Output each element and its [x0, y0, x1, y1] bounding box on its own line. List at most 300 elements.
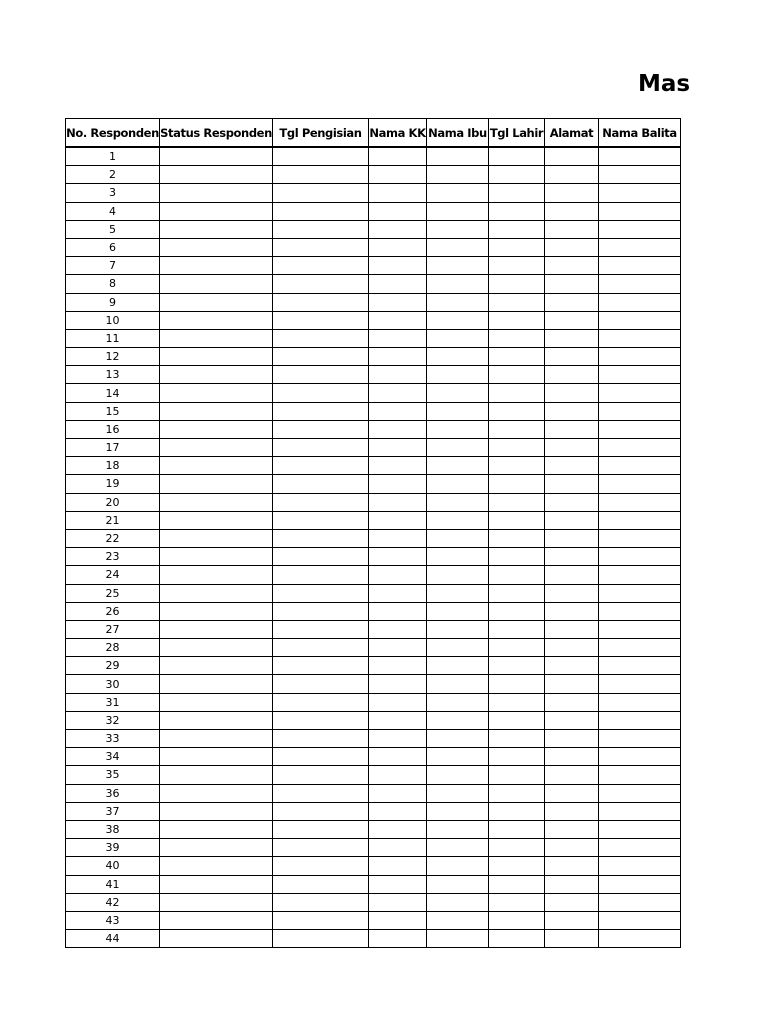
cell-tgl-pengisian[interactable] — [273, 784, 369, 802]
cell-tgl-lahir[interactable] — [489, 620, 545, 638]
cell-nama-balita[interactable] — [599, 730, 681, 748]
cell-nama-balita[interactable] — [599, 930, 681, 948]
cell-tgl-pengisian[interactable] — [273, 166, 369, 184]
cell-nama-kk[interactable] — [369, 166, 427, 184]
cell-alamat[interactable] — [545, 420, 599, 438]
cell-tgl-pengisian[interactable] — [273, 730, 369, 748]
cell-nama-balita[interactable] — [599, 548, 681, 566]
cell-tgl-pengisian[interactable] — [273, 857, 369, 875]
cell-tgl-lahir[interactable] — [489, 184, 545, 202]
cell-tgl-pengisian[interactable] — [273, 766, 369, 784]
cell-alamat[interactable] — [545, 675, 599, 693]
cell-nama-kk[interactable] — [369, 548, 427, 566]
cell-no-responden[interactable]: 35 — [66, 766, 160, 784]
cell-tgl-pengisian[interactable] — [273, 657, 369, 675]
cell-no-responden[interactable]: 9 — [66, 293, 160, 311]
cell-tgl-lahir[interactable] — [489, 439, 545, 457]
cell-nama-ibu[interactable] — [427, 439, 489, 457]
cell-nama-balita[interactable] — [599, 748, 681, 766]
cell-nama-balita[interactable] — [599, 875, 681, 893]
cell-tgl-lahir[interactable] — [489, 293, 545, 311]
cell-tgl-lahir[interactable] — [489, 420, 545, 438]
cell-tgl-pengisian[interactable] — [273, 348, 369, 366]
cell-nama-kk[interactable] — [369, 511, 427, 529]
cell-alamat[interactable] — [545, 402, 599, 420]
cell-tgl-pengisian[interactable] — [273, 802, 369, 820]
cell-no-responden[interactable]: 7 — [66, 257, 160, 275]
cell-alamat[interactable] — [545, 529, 599, 547]
cell-alamat[interactable] — [545, 275, 599, 293]
cell-nama-balita[interactable] — [599, 475, 681, 493]
cell-nama-ibu[interactable] — [427, 730, 489, 748]
cell-alamat[interactable] — [545, 602, 599, 620]
cell-no-responden[interactable]: 43 — [66, 911, 160, 929]
cell-tgl-lahir[interactable] — [489, 875, 545, 893]
cell-nama-ibu[interactable] — [427, 766, 489, 784]
cell-no-responden[interactable]: 25 — [66, 584, 160, 602]
cell-nama-balita[interactable] — [599, 657, 681, 675]
cell-nama-ibu[interactable] — [427, 930, 489, 948]
cell-nama-balita[interactable] — [599, 166, 681, 184]
cell-nama-kk[interactable] — [369, 493, 427, 511]
cell-alamat[interactable] — [545, 257, 599, 275]
cell-tgl-lahir[interactable] — [489, 348, 545, 366]
cell-tgl-pengisian[interactable] — [273, 439, 369, 457]
cell-nama-balita[interactable] — [599, 802, 681, 820]
cell-tgl-pengisian[interactable] — [273, 184, 369, 202]
cell-nama-balita[interactable] — [599, 439, 681, 457]
cell-nama-ibu[interactable] — [427, 202, 489, 220]
cell-status-responden[interactable] — [160, 238, 273, 256]
cell-nama-ibu[interactable] — [427, 875, 489, 893]
cell-no-responden[interactable]: 17 — [66, 439, 160, 457]
cell-tgl-pengisian[interactable] — [273, 402, 369, 420]
cell-no-responden[interactable]: 42 — [66, 893, 160, 911]
cell-tgl-pengisian[interactable] — [273, 220, 369, 238]
cell-no-responden[interactable]: 8 — [66, 275, 160, 293]
cell-nama-kk[interactable] — [369, 839, 427, 857]
cell-nama-balita[interactable] — [599, 384, 681, 402]
cell-nama-kk[interactable] — [369, 893, 427, 911]
cell-nama-kk[interactable] — [369, 802, 427, 820]
cell-alamat[interactable] — [545, 748, 599, 766]
cell-no-responden[interactable]: 34 — [66, 748, 160, 766]
cell-tgl-pengisian[interactable] — [273, 293, 369, 311]
cell-tgl-lahir[interactable] — [489, 693, 545, 711]
cell-alamat[interactable] — [545, 784, 599, 802]
cell-tgl-pengisian[interactable] — [273, 675, 369, 693]
cell-nama-ibu[interactable] — [427, 420, 489, 438]
cell-tgl-pengisian[interactable] — [273, 620, 369, 638]
cell-tgl-lahir[interactable] — [489, 839, 545, 857]
cell-nama-ibu[interactable] — [427, 511, 489, 529]
cell-alamat[interactable] — [545, 384, 599, 402]
cell-alamat[interactable] — [545, 457, 599, 475]
cell-nama-balita[interactable] — [599, 293, 681, 311]
cell-status-responden[interactable] — [160, 184, 273, 202]
cell-nama-balita[interactable] — [599, 184, 681, 202]
cell-nama-kk[interactable] — [369, 384, 427, 402]
cell-status-responden[interactable] — [160, 748, 273, 766]
cell-alamat[interactable] — [545, 857, 599, 875]
cell-tgl-pengisian[interactable] — [273, 202, 369, 220]
cell-alamat[interactable] — [545, 366, 599, 384]
cell-tgl-lahir[interactable] — [489, 257, 545, 275]
cell-nama-balita[interactable] — [599, 329, 681, 347]
cell-nama-kk[interactable] — [369, 766, 427, 784]
cell-tgl-lahir[interactable] — [489, 802, 545, 820]
cell-no-responden[interactable]: 22 — [66, 529, 160, 547]
cell-nama-ibu[interactable] — [427, 457, 489, 475]
cell-nama-ibu[interactable] — [427, 311, 489, 329]
cell-nama-kk[interactable] — [369, 693, 427, 711]
cell-nama-kk[interactable] — [369, 875, 427, 893]
cell-no-responden[interactable]: 14 — [66, 384, 160, 402]
header-alamat[interactable]: Alamat — [545, 119, 599, 148]
cell-tgl-pengisian[interactable] — [273, 511, 369, 529]
cell-status-responden[interactable] — [160, 166, 273, 184]
cell-alamat[interactable] — [545, 184, 599, 202]
cell-tgl-lahir[interactable] — [489, 930, 545, 948]
cell-nama-ibu[interactable] — [427, 293, 489, 311]
cell-nama-kk[interactable] — [369, 329, 427, 347]
cell-nama-kk[interactable] — [369, 220, 427, 238]
cell-nama-balita[interactable] — [599, 911, 681, 929]
header-status-responden[interactable]: Status Responden — [160, 119, 273, 148]
cell-tgl-pengisian[interactable] — [273, 839, 369, 857]
cell-alamat[interactable] — [545, 238, 599, 256]
cell-alamat[interactable] — [545, 657, 599, 675]
cell-tgl-pengisian[interactable] — [273, 147, 369, 166]
cell-status-responden[interactable] — [160, 675, 273, 693]
cell-status-responden[interactable] — [160, 311, 273, 329]
cell-tgl-lahir[interactable] — [489, 238, 545, 256]
cell-nama-ibu[interactable] — [427, 893, 489, 911]
cell-nama-kk[interactable] — [369, 420, 427, 438]
cell-no-responden[interactable]: 3 — [66, 184, 160, 202]
cell-nama-kk[interactable] — [369, 366, 427, 384]
cell-tgl-pengisian[interactable] — [273, 930, 369, 948]
cell-nama-ibu[interactable] — [427, 566, 489, 584]
cell-nama-ibu[interactable] — [427, 675, 489, 693]
cell-no-responden[interactable]: 33 — [66, 730, 160, 748]
cell-tgl-pengisian[interactable] — [273, 275, 369, 293]
cell-tgl-lahir[interactable] — [489, 657, 545, 675]
cell-tgl-lahir[interactable] — [489, 311, 545, 329]
cell-status-responden[interactable] — [160, 930, 273, 948]
cell-status-responden[interactable] — [160, 893, 273, 911]
cell-nama-ibu[interactable] — [427, 784, 489, 802]
cell-no-responden[interactable]: 32 — [66, 711, 160, 729]
cell-nama-kk[interactable] — [369, 639, 427, 657]
cell-nama-kk[interactable] — [369, 657, 427, 675]
header-tgl-pengisian[interactable]: Tgl Pengisian — [273, 119, 369, 148]
cell-status-responden[interactable] — [160, 657, 273, 675]
cell-status-responden[interactable] — [160, 639, 273, 657]
cell-alamat[interactable] — [545, 548, 599, 566]
cell-tgl-lahir[interactable] — [489, 820, 545, 838]
cell-nama-kk[interactable] — [369, 911, 427, 929]
cell-no-responden[interactable]: 16 — [66, 420, 160, 438]
cell-nama-balita[interactable] — [599, 766, 681, 784]
cell-status-responden[interactable] — [160, 329, 273, 347]
cell-status-responden[interactable] — [160, 511, 273, 529]
cell-alamat[interactable] — [545, 348, 599, 366]
cell-no-responden[interactable]: 23 — [66, 548, 160, 566]
cell-nama-ibu[interactable] — [427, 329, 489, 347]
cell-nama-ibu[interactable] — [427, 529, 489, 547]
cell-nama-ibu[interactable] — [427, 657, 489, 675]
cell-status-responden[interactable] — [160, 911, 273, 929]
cell-tgl-pengisian[interactable] — [273, 257, 369, 275]
cell-alamat[interactable] — [545, 147, 599, 166]
cell-alamat[interactable] — [545, 584, 599, 602]
cell-alamat[interactable] — [545, 202, 599, 220]
cell-nama-ibu[interactable] — [427, 257, 489, 275]
cell-nama-kk[interactable] — [369, 457, 427, 475]
cell-nama-balita[interactable] — [599, 693, 681, 711]
cell-nama-kk[interactable] — [369, 784, 427, 802]
cell-no-responden[interactable]: 39 — [66, 839, 160, 857]
cell-no-responden[interactable]: 27 — [66, 620, 160, 638]
cell-alamat[interactable] — [545, 839, 599, 857]
cell-no-responden[interactable]: 5 — [66, 220, 160, 238]
cell-no-responden[interactable]: 1 — [66, 147, 160, 166]
cell-nama-ibu[interactable] — [427, 857, 489, 875]
cell-status-responden[interactable] — [160, 620, 273, 638]
cell-tgl-lahir[interactable] — [489, 166, 545, 184]
cell-nama-kk[interactable] — [369, 311, 427, 329]
cell-tgl-lahir[interactable] — [489, 711, 545, 729]
cell-nama-ibu[interactable] — [427, 275, 489, 293]
cell-nama-balita[interactable] — [599, 348, 681, 366]
cell-status-responden[interactable] — [160, 493, 273, 511]
cell-nama-balita[interactable] — [599, 784, 681, 802]
cell-nama-kk[interactable] — [369, 857, 427, 875]
cell-status-responden[interactable] — [160, 457, 273, 475]
cell-tgl-lahir[interactable] — [489, 602, 545, 620]
cell-no-responden[interactable]: 15 — [66, 402, 160, 420]
cell-tgl-pengisian[interactable] — [273, 911, 369, 929]
cell-tgl-lahir[interactable] — [489, 384, 545, 402]
header-nama-balita[interactable]: Nama Balita — [599, 119, 681, 148]
cell-nama-balita[interactable] — [599, 639, 681, 657]
cell-status-responden[interactable] — [160, 293, 273, 311]
cell-no-responden[interactable]: 38 — [66, 820, 160, 838]
cell-tgl-pengisian[interactable] — [273, 529, 369, 547]
header-nama-kk[interactable]: Nama KK — [369, 119, 427, 148]
cell-tgl-pengisian[interactable] — [273, 602, 369, 620]
cell-nama-kk[interactable] — [369, 566, 427, 584]
cell-alamat[interactable] — [545, 820, 599, 838]
cell-status-responden[interactable] — [160, 711, 273, 729]
header-no-responden[interactable]: No. Responden — [66, 119, 160, 148]
cell-status-responden[interactable] — [160, 730, 273, 748]
cell-alamat[interactable] — [545, 930, 599, 948]
cell-nama-balita[interactable] — [599, 402, 681, 420]
cell-alamat[interactable] — [545, 475, 599, 493]
cell-tgl-pengisian[interactable] — [273, 566, 369, 584]
cell-tgl-pengisian[interactable] — [273, 693, 369, 711]
cell-tgl-lahir[interactable] — [489, 329, 545, 347]
cell-status-responden[interactable] — [160, 348, 273, 366]
cell-status-responden[interactable] — [160, 202, 273, 220]
cell-status-responden[interactable] — [160, 766, 273, 784]
cell-nama-ibu[interactable] — [427, 402, 489, 420]
cell-tgl-lahir[interactable] — [489, 511, 545, 529]
cell-nama-kk[interactable] — [369, 675, 427, 693]
cell-no-responden[interactable]: 40 — [66, 857, 160, 875]
cell-no-responden[interactable]: 41 — [66, 875, 160, 893]
cell-nama-kk[interactable] — [369, 620, 427, 638]
cell-nama-ibu[interactable] — [427, 839, 489, 857]
cell-nama-kk[interactable] — [369, 238, 427, 256]
cell-status-responden[interactable] — [160, 420, 273, 438]
cell-no-responden[interactable]: 44 — [66, 930, 160, 948]
cell-tgl-lahir[interactable] — [489, 748, 545, 766]
cell-alamat[interactable] — [545, 311, 599, 329]
cell-status-responden[interactable] — [160, 529, 273, 547]
cell-tgl-lahir[interactable] — [489, 548, 545, 566]
cell-no-responden[interactable]: 21 — [66, 511, 160, 529]
cell-nama-balita[interactable] — [599, 238, 681, 256]
cell-tgl-lahir[interactable] — [489, 220, 545, 238]
cell-tgl-pengisian[interactable] — [273, 311, 369, 329]
cell-nama-ibu[interactable] — [427, 639, 489, 657]
cell-alamat[interactable] — [545, 802, 599, 820]
cell-status-responden[interactable] — [160, 602, 273, 620]
cell-nama-balita[interactable] — [599, 511, 681, 529]
cell-tgl-lahir[interactable] — [489, 275, 545, 293]
cell-tgl-lahir[interactable] — [489, 566, 545, 584]
cell-status-responden[interactable] — [160, 275, 273, 293]
cell-no-responden[interactable]: 10 — [66, 311, 160, 329]
cell-nama-balita[interactable] — [599, 620, 681, 638]
cell-nama-kk[interactable] — [369, 348, 427, 366]
cell-nama-ibu[interactable] — [427, 620, 489, 638]
cell-no-responden[interactable]: 29 — [66, 657, 160, 675]
cell-nama-balita[interactable] — [599, 311, 681, 329]
cell-nama-ibu[interactable] — [427, 711, 489, 729]
cell-nama-kk[interactable] — [369, 275, 427, 293]
cell-tgl-pengisian[interactable] — [273, 584, 369, 602]
cell-nama-balita[interactable] — [599, 566, 681, 584]
cell-no-responden[interactable]: 13 — [66, 366, 160, 384]
cell-nama-ibu[interactable] — [427, 238, 489, 256]
cell-status-responden[interactable] — [160, 857, 273, 875]
cell-no-responden[interactable]: 6 — [66, 238, 160, 256]
cell-alamat[interactable] — [545, 293, 599, 311]
cell-alamat[interactable] — [545, 329, 599, 347]
cell-tgl-pengisian[interactable] — [273, 366, 369, 384]
cell-alamat[interactable] — [545, 220, 599, 238]
cell-alamat[interactable] — [545, 493, 599, 511]
cell-alamat[interactable] — [545, 693, 599, 711]
cell-status-responden[interactable] — [160, 439, 273, 457]
cell-tgl-lahir[interactable] — [489, 584, 545, 602]
cell-tgl-lahir[interactable] — [489, 529, 545, 547]
cell-status-responden[interactable] — [160, 875, 273, 893]
cell-alamat[interactable] — [545, 893, 599, 911]
cell-alamat[interactable] — [545, 439, 599, 457]
cell-nama-balita[interactable] — [599, 529, 681, 547]
cell-nama-ibu[interactable] — [427, 220, 489, 238]
cell-nama-balita[interactable] — [599, 366, 681, 384]
cell-nama-balita[interactable] — [599, 857, 681, 875]
cell-nama-balita[interactable] — [599, 493, 681, 511]
cell-nama-kk[interactable] — [369, 257, 427, 275]
cell-nama-ibu[interactable] — [427, 584, 489, 602]
cell-nama-kk[interactable] — [369, 184, 427, 202]
cell-nama-balita[interactable] — [599, 675, 681, 693]
cell-nama-kk[interactable] — [369, 820, 427, 838]
header-nama-ibu[interactable]: Nama Ibu — [427, 119, 489, 148]
cell-alamat[interactable] — [545, 639, 599, 657]
cell-nama-kk[interactable] — [369, 529, 427, 547]
cell-tgl-lahir[interactable] — [489, 766, 545, 784]
cell-alamat[interactable] — [545, 875, 599, 893]
cell-nama-ibu[interactable] — [427, 348, 489, 366]
cell-tgl-pengisian[interactable] — [273, 384, 369, 402]
cell-no-responden[interactable]: 2 — [66, 166, 160, 184]
cell-nama-ibu[interactable] — [427, 802, 489, 820]
cell-tgl-lahir[interactable] — [489, 147, 545, 166]
cell-no-responden[interactable]: 36 — [66, 784, 160, 802]
cell-no-responden[interactable]: 11 — [66, 329, 160, 347]
cell-nama-ibu[interactable] — [427, 184, 489, 202]
cell-no-responden[interactable]: 37 — [66, 802, 160, 820]
cell-nama-kk[interactable] — [369, 147, 427, 166]
cell-tgl-pengisian[interactable] — [273, 748, 369, 766]
cell-tgl-lahir[interactable] — [489, 857, 545, 875]
cell-nama-ibu[interactable] — [427, 602, 489, 620]
cell-nama-kk[interactable] — [369, 711, 427, 729]
cell-nama-ibu[interactable] — [427, 366, 489, 384]
cell-nama-kk[interactable] — [369, 730, 427, 748]
cell-nama-kk[interactable] — [369, 402, 427, 420]
cell-nama-balita[interactable] — [599, 820, 681, 838]
cell-tgl-pengisian[interactable] — [273, 893, 369, 911]
cell-nama-balita[interactable] — [599, 147, 681, 166]
cell-alamat[interactable] — [545, 566, 599, 584]
cell-status-responden[interactable] — [160, 839, 273, 857]
cell-nama-balita[interactable] — [599, 584, 681, 602]
cell-nama-balita[interactable] — [599, 457, 681, 475]
cell-tgl-pengisian[interactable] — [273, 493, 369, 511]
cell-no-responden[interactable]: 18 — [66, 457, 160, 475]
cell-nama-kk[interactable] — [369, 930, 427, 948]
cell-no-responden[interactable]: 26 — [66, 602, 160, 620]
cell-status-responden[interactable] — [160, 820, 273, 838]
cell-tgl-pengisian[interactable] — [273, 457, 369, 475]
cell-tgl-lahir[interactable] — [489, 366, 545, 384]
cell-no-responden[interactable]: 28 — [66, 639, 160, 657]
cell-alamat[interactable] — [545, 166, 599, 184]
cell-status-responden[interactable] — [160, 147, 273, 166]
cell-tgl-lahir[interactable] — [489, 730, 545, 748]
cell-alamat[interactable] — [545, 620, 599, 638]
cell-nama-ibu[interactable] — [427, 166, 489, 184]
cell-status-responden[interactable] — [160, 220, 273, 238]
cell-status-responden[interactable] — [160, 257, 273, 275]
cell-nama-balita[interactable] — [599, 893, 681, 911]
cell-nama-kk[interactable] — [369, 748, 427, 766]
cell-status-responden[interactable] — [160, 475, 273, 493]
cell-tgl-lahir[interactable] — [489, 911, 545, 929]
cell-tgl-lahir[interactable] — [489, 457, 545, 475]
cell-status-responden[interactable] — [160, 366, 273, 384]
cell-alamat[interactable] — [545, 730, 599, 748]
